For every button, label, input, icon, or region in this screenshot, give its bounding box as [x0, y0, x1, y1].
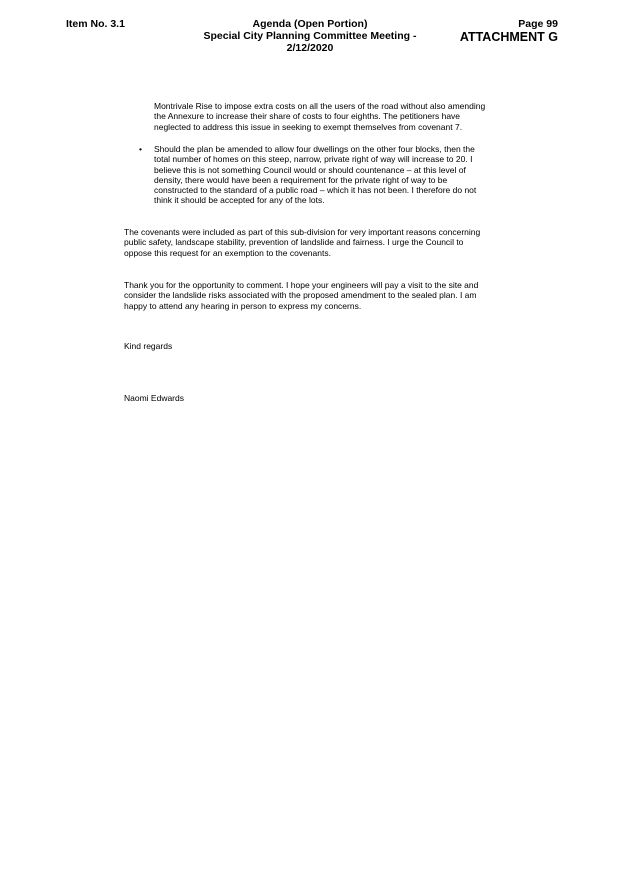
- attachment-label: ATTACHMENT G: [459, 30, 558, 44]
- agenda-title: Agenda (Open Portion): [252, 18, 368, 30]
- covenants-paragraph: The covenants were included as part of this sub-division for very important reasons concerning public safety, landscape stability, prevention of landslide and fairness. I urge the Council to oppose this request for an exemption to the covenants.: [124, 227, 481, 258]
- signature-name: Naomi Edwards: [124, 393, 184, 403]
- item-number: Item No. 3.1: [66, 18, 125, 30]
- bullet-paragraph: Should the plan be amended to allow four dwellings on the other four blocks, then the total number of homes on this steep, narrow, private right of way will increase to 20. I believe this is not something Council would or should countenance – at this level of density, there would have been a requirement for the private right of way to be constructed to the standard of a public road – which it has not been. I therefore do not think it should be accepted for any of the lots.: [154, 144, 477, 206]
- agenda-header: [180, 18, 440, 54]
- page-number: Page 99: [518, 18, 558, 30]
- bullet-icon: •: [139, 144, 142, 154]
- continued-paragraph: Montrivale Rise to impose extra costs on all the users of the road without also amending the Annexure to increase their share of costs to four eighths. The petitioners have neglected to address this issue in seeking to exempt themselves from covenant 7.: [154, 101, 486, 132]
- closing-text: Kind regards: [124, 341, 173, 351]
- thanks-paragraph: Thank you for the opportunity to comment. I hope your engineers will pay a visit to the site and consider the landslide risks associated with the proposed amendment to the sealed plan. I am happy to attend any hearing in person to express my concerns.: [124, 280, 479, 311]
- page-header-right: [460, 18, 558, 44]
- meeting-title: Special City Planning Committee Meeting - 2/12/2020: [203, 30, 417, 54]
